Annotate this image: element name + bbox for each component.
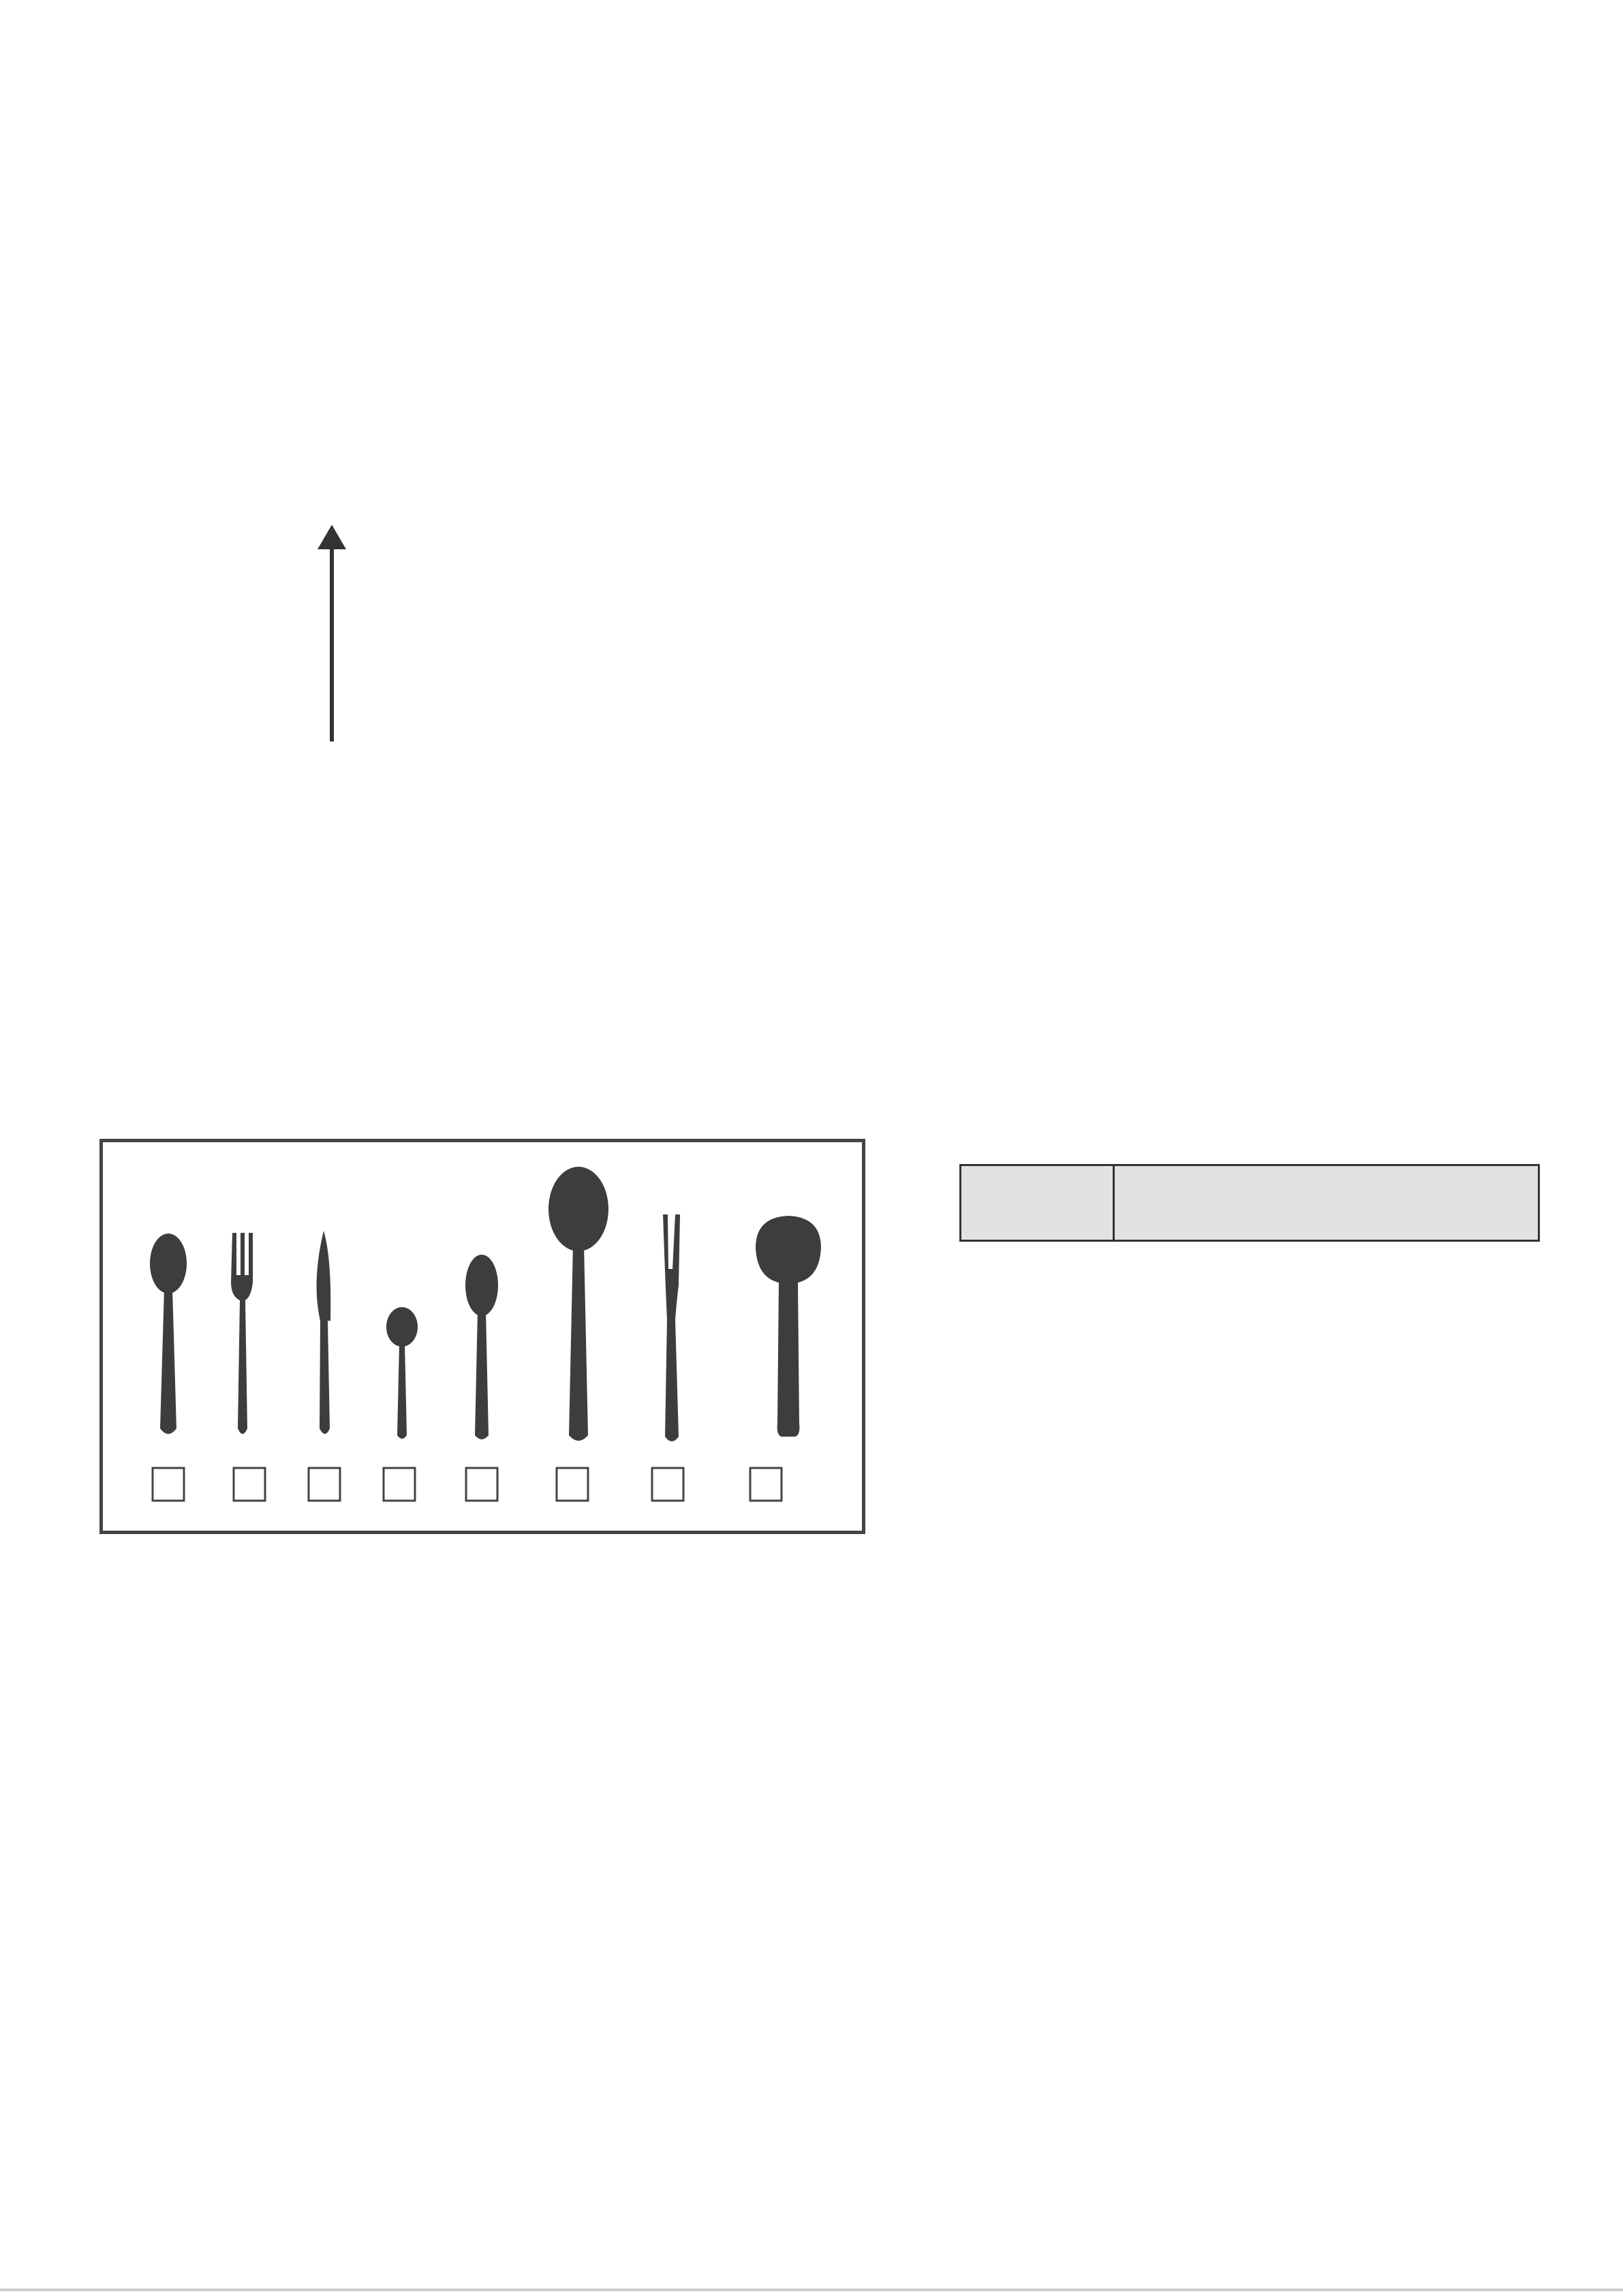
table-header-row [961, 1165, 1539, 1241]
basket-top-section [405, 271, 1369, 534]
bottom-rule [0, 2289, 1623, 2291]
cutlery-legend-graphic [103, 1142, 869, 1537]
column-header-item [1114, 1165, 1539, 1241]
teaspoon-icon [386, 1307, 418, 1439]
fork-icon [231, 1233, 253, 1434]
column-header-number [961, 1165, 1114, 1241]
tablespoon-icon [150, 1234, 187, 1434]
forward-arrow-shaft [330, 545, 334, 741]
dessert-spoon-icon [465, 1255, 498, 1439]
basket-middle-section [497, 530, 1278, 706]
cutlery-table [959, 1164, 1540, 1242]
knife-icon [317, 1231, 331, 1434]
serving-fork-icon [663, 1214, 680, 1441]
cutlery-legend [99, 1139, 865, 1534]
serving-spoon-icon [548, 1167, 608, 1441]
gravy-ladle-icon [756, 1216, 821, 1437]
basket-bottom-section [405, 702, 1369, 966]
